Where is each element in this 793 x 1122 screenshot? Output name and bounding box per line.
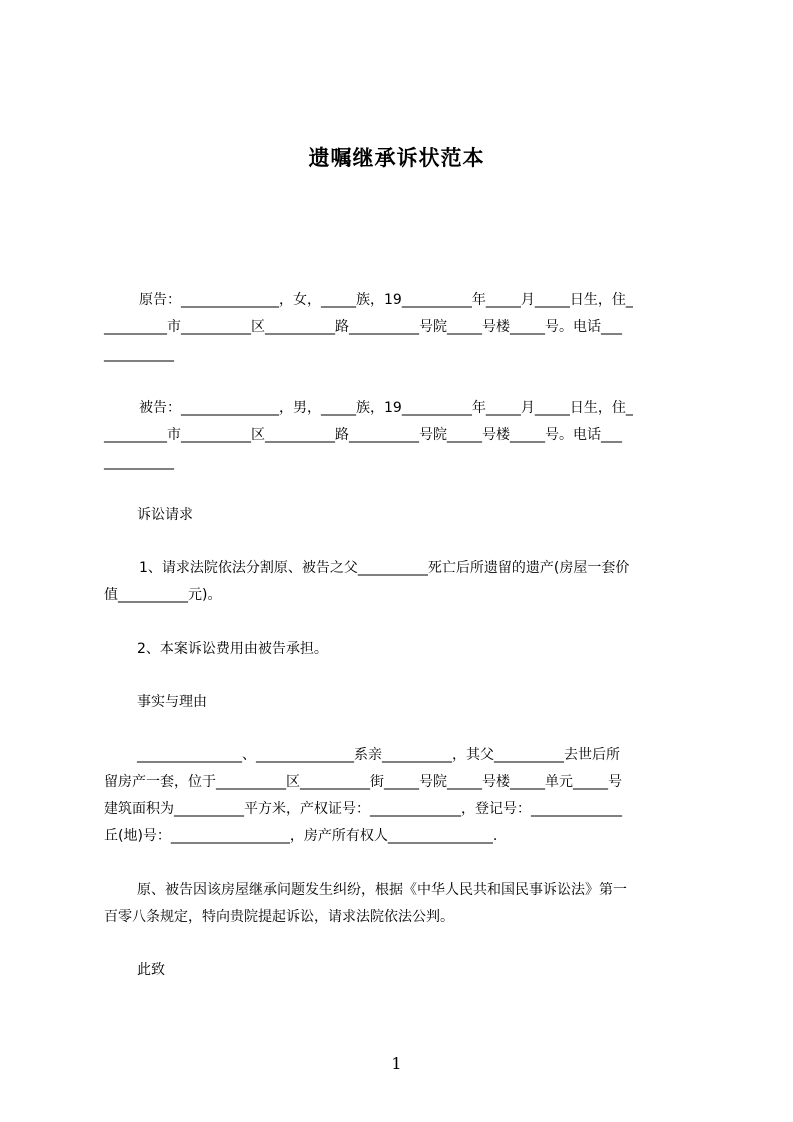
facts-paragraph-2-line-1: 原、被告因该房屋继承问题发生纠纷，根据《中华人民共和国民事诉讼法》第一	[137, 882, 627, 898]
closing-salutation: 此致	[137, 962, 165, 978]
plaintiff-line-2: _________市__________区__________路__________号院_____号楼_____号。电话___	[104, 319, 622, 335]
claim-item-2: 2、本案诉讼费用由被告承担。	[137, 641, 328, 657]
claim-item-1-line-2: 值__________元)。	[104, 587, 222, 603]
facts-heading: 事实与理由	[137, 694, 207, 710]
page-number: 1	[391, 1054, 402, 1073]
page-title: 遗嘱继承诉状范本	[308, 146, 485, 170]
plaintiff-line-3: __________	[104, 346, 174, 362]
defendant-line-2: _________市__________区__________路__________号院_____号楼_____号。电话___	[104, 427, 622, 443]
facts-paragraph-1-line-3: 建筑面积为__________平方米，产权证号：_____________，登记号：_____________	[104, 801, 622, 817]
facts-paragraph-1-line-1: _______________、______________系亲__________，其父__________去世后所	[137, 747, 620, 763]
facts-paragraph-2-line-2: 百零八条规定，特向贵院提起诉讼，请求法院依法公判。	[104, 909, 454, 925]
claim-item-1-line-1: 1、请求法院依法分割原、被告之父__________死亡后所遗留的遗产(房屋一套价	[139, 560, 630, 576]
defendant-line-3: __________	[104, 454, 174, 470]
facts-paragraph-1-line-2: 留房产一套，位于__________区__________街_____号院_____号楼_____单元_____号	[104, 774, 622, 790]
claims-heading: 诉讼请求	[137, 507, 193, 523]
plaintiff-line-1: 原告：______________，女，_____族，19__________年_____月_____日生，住_	[139, 292, 633, 308]
facts-paragraph-1-line-4: 丘(地)号：_________________，房产所有权人_______________.	[104, 828, 498, 844]
defendant-line-1: 被告：______________，男，_____族，19__________年_____月_____日生，住_	[139, 400, 633, 416]
